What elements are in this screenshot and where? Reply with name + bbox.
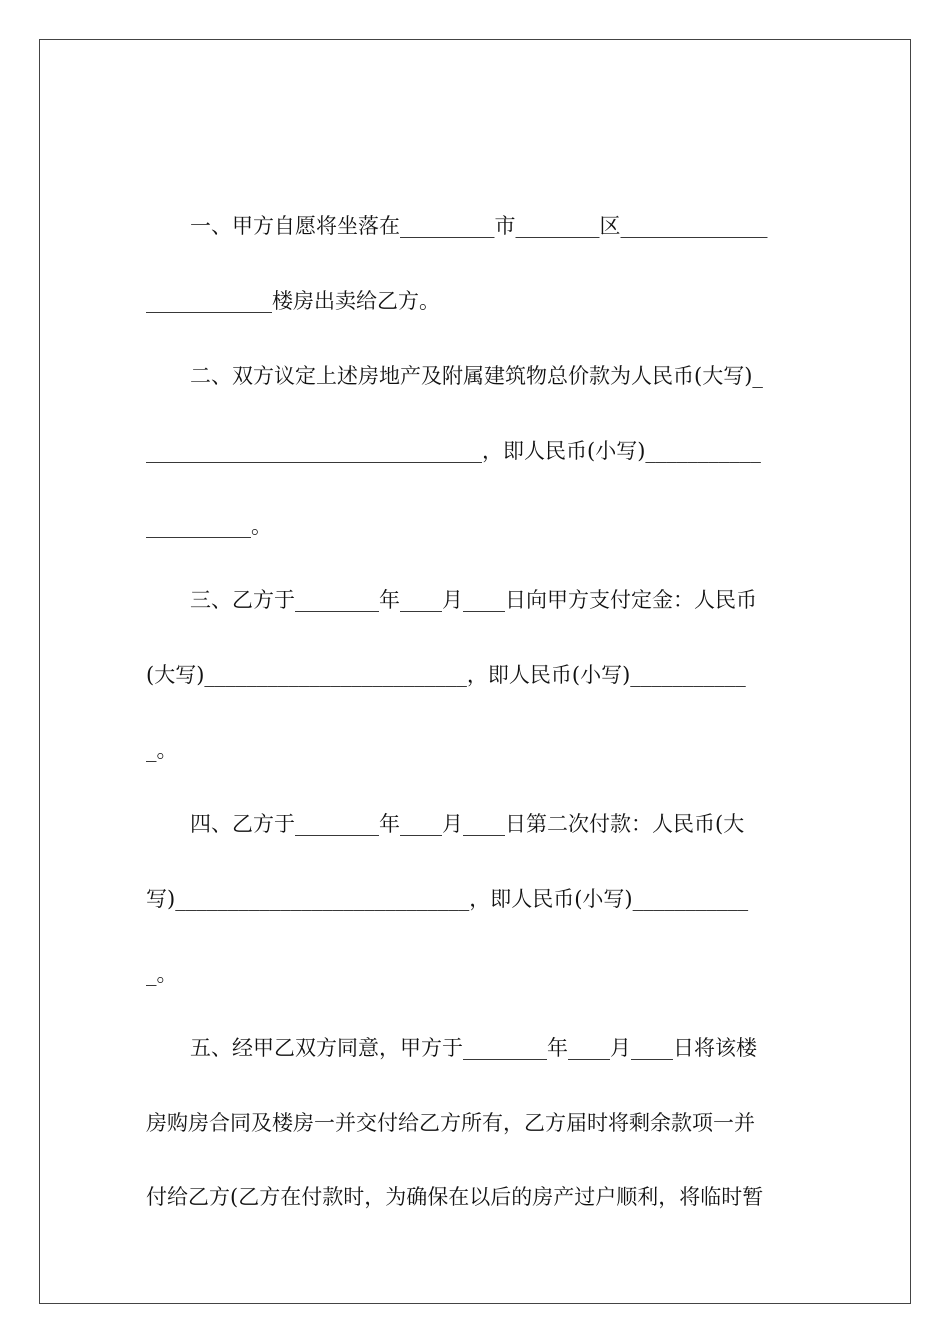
clause-1-line-2: ____________楼房出卖给乙方。 (146, 289, 440, 313)
clause-4-line-3: _。 (146, 962, 178, 986)
clause-2-line-2: ________________________________，即人民币(小写)___________ (146, 439, 761, 463)
clause-2-line-1: 二、双方议定上述房地产及附属建筑物总价款为人民币(大写)_ (190, 364, 763, 388)
clause-4-line-1: 四、乙方于________年____月____日第二次付款：人民币(大 (190, 812, 745, 836)
clause-1-line-1: 一、甲方自愿将坐落在_________市________区______________ (190, 214, 768, 238)
clause-3-line-1: 三、乙方于________年____月____日向甲方支付定金：人民币 (190, 588, 757, 612)
clause-5-line-1: 五、经甲乙双方同意，甲方于________年____月____日将该楼 (190, 1036, 757, 1060)
clause-3-line-2: (大写)_________________________，即人民币(小写)___________ (146, 663, 746, 687)
clause-4-line-2: 写)____________________________，即人民币(小写)___________ (146, 887, 749, 911)
clause-5-line-2: 房购房合同及楼房一并交付给乙方所有，乙方届时将剩余款项一并 (146, 1111, 755, 1135)
clause-3-line-3: _。 (146, 738, 178, 762)
clause-5-line-3: 付给乙方(乙方在付款时，为确保在以后的房产过户顺利，将临时暂 (146, 1185, 764, 1209)
clause-2-line-3: __________。 (146, 514, 272, 538)
